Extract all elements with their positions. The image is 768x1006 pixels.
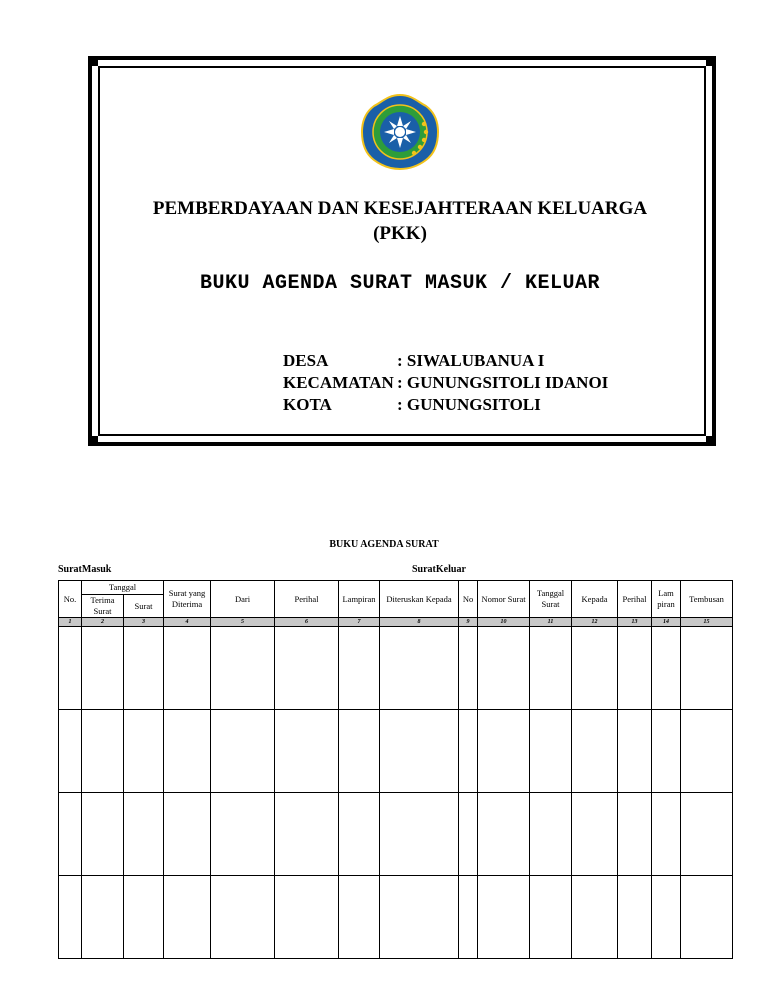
table-cell [164,876,211,959]
table-row [59,793,733,876]
cover-subtitle: BUKU AGENDA SURAT MASUK / KELUAR [199,272,601,295]
table-cell [681,793,733,876]
table-cell [572,876,618,959]
table-cell [339,627,380,710]
table-cell [211,710,275,793]
table-cell [572,710,618,793]
table-cell [618,627,652,710]
table-cell [124,627,164,710]
col-header-tanggal: Tanggal [82,581,164,595]
section-label-in: SuratMasuk [58,564,112,575]
table-cell [211,876,275,959]
col-header-nomor-surat: Nomor Surat [478,581,530,618]
table-cell [339,876,380,959]
info-key: KECAMATAN [283,373,394,392]
table-cell [164,710,211,793]
table-cell [82,793,124,876]
table-cell [530,793,572,876]
col-header-lampiran-keluar: Lam piran [652,581,681,618]
table-cell [59,627,82,710]
frame-corner [88,56,98,66]
col-header-tanggal-surat: Tanggal Surat [530,581,572,618]
table-cell [124,710,164,793]
col-header-perihal-keluar: Perihal [618,581,652,618]
table-cell [652,793,681,876]
table-cell [459,627,478,710]
table-cell [59,793,82,876]
table-cell [618,793,652,876]
column-number: 2 [82,618,124,627]
column-number: 8 [380,618,459,627]
table-cell [211,627,275,710]
table-cell [380,710,459,793]
col-header-terima-surat: Terima Surat [82,595,124,618]
table-cell [459,876,478,959]
info-value: : SIWALUBANUA I [397,351,545,370]
column-number: 15 [681,618,733,627]
table-cell [124,876,164,959]
table-cell [380,876,459,959]
info-value: : GUNUNGSITOLI IDANOI [397,373,609,392]
column-number: 1 [59,618,82,627]
info-row-kota [283,394,608,416]
table-cell [618,710,652,793]
table-cell [681,710,733,793]
table-cell [530,627,572,710]
frame-corner [706,436,716,446]
table-cell [572,793,618,876]
table-cell [339,710,380,793]
table-cell [380,627,459,710]
column-number: 6 [275,618,339,627]
section-label-out: SuratKeluar [412,564,466,575]
table-cell [478,876,530,959]
col-header-perihal: Perihal [275,581,339,618]
table-cell [530,876,572,959]
col-header-lampiran: Lampiran [339,581,380,618]
column-number-row [59,618,733,627]
table-cell [478,627,530,710]
table-cell [339,793,380,876]
info-row-desa [283,350,608,372]
table-cell [530,710,572,793]
table-cell [618,876,652,959]
table-cell [380,793,459,876]
column-number: 13 [618,618,652,627]
agenda-title: BUKU AGENDA SURAT [329,539,439,550]
table-cell [82,627,124,710]
table-cell [652,710,681,793]
table-cell [478,793,530,876]
table-cell [275,793,339,876]
table-cell [82,710,124,793]
column-number: 12 [572,618,618,627]
info-value: : GUNUNGSITOLI [397,395,541,414]
table-cell [681,627,733,710]
cover-title-line2: (PKK) [373,223,427,244]
table-row [59,876,733,959]
table-cell [478,710,530,793]
table-cell [652,627,681,710]
column-number: 10 [478,618,530,627]
col-header-no: No. [59,581,82,618]
column-number: 3 [124,618,164,627]
col-header-dari: Dari [211,581,275,618]
column-number: 14 [652,618,681,627]
column-number: 11 [530,618,572,627]
col-header-tembusan: Tembusan [681,581,733,618]
pkk-emblem-icon [356,92,444,172]
frame-corner [88,436,98,446]
header-row-1 [59,581,733,595]
cover-title [100,196,700,246]
column-number: 9 [459,618,478,627]
table-cell [572,627,618,710]
col-header-diteruskan-kepada: Diteruskan Kepada [380,581,459,618]
agenda-body [59,627,733,959]
table-cell [164,627,211,710]
agenda-table [58,580,733,959]
table-cell [275,876,339,959]
col-header-no-keluar: No [459,581,478,618]
info-key: KOTA [283,395,332,414]
col-header-surat: Surat [124,595,164,618]
info-key: DESA [283,351,329,370]
table-cell [652,876,681,959]
cover-info-block [283,350,608,416]
table-cell [681,876,733,959]
column-number: 7 [339,618,380,627]
table-cell [82,876,124,959]
cover-title-line1: PEMBERDAYAAN DAN KESEJAHTERAAN KELUARGA [152,198,648,219]
col-header-surat-yang-diterima: Surat yang Diterima [164,581,211,618]
table-cell [59,876,82,959]
col-header-kepada: Kepada [572,581,618,618]
column-number: 5 [211,618,275,627]
frame-corner [706,56,716,66]
table-cell [211,793,275,876]
info-row-kecamatan [283,372,608,394]
table-cell [59,710,82,793]
table-cell [459,793,478,876]
table-row [59,710,733,793]
column-number: 4 [164,618,211,627]
table-cell [275,710,339,793]
table-cell [164,793,211,876]
table-row [59,627,733,710]
table-cell [459,710,478,793]
table-cell [275,627,339,710]
table-cell [124,793,164,876]
